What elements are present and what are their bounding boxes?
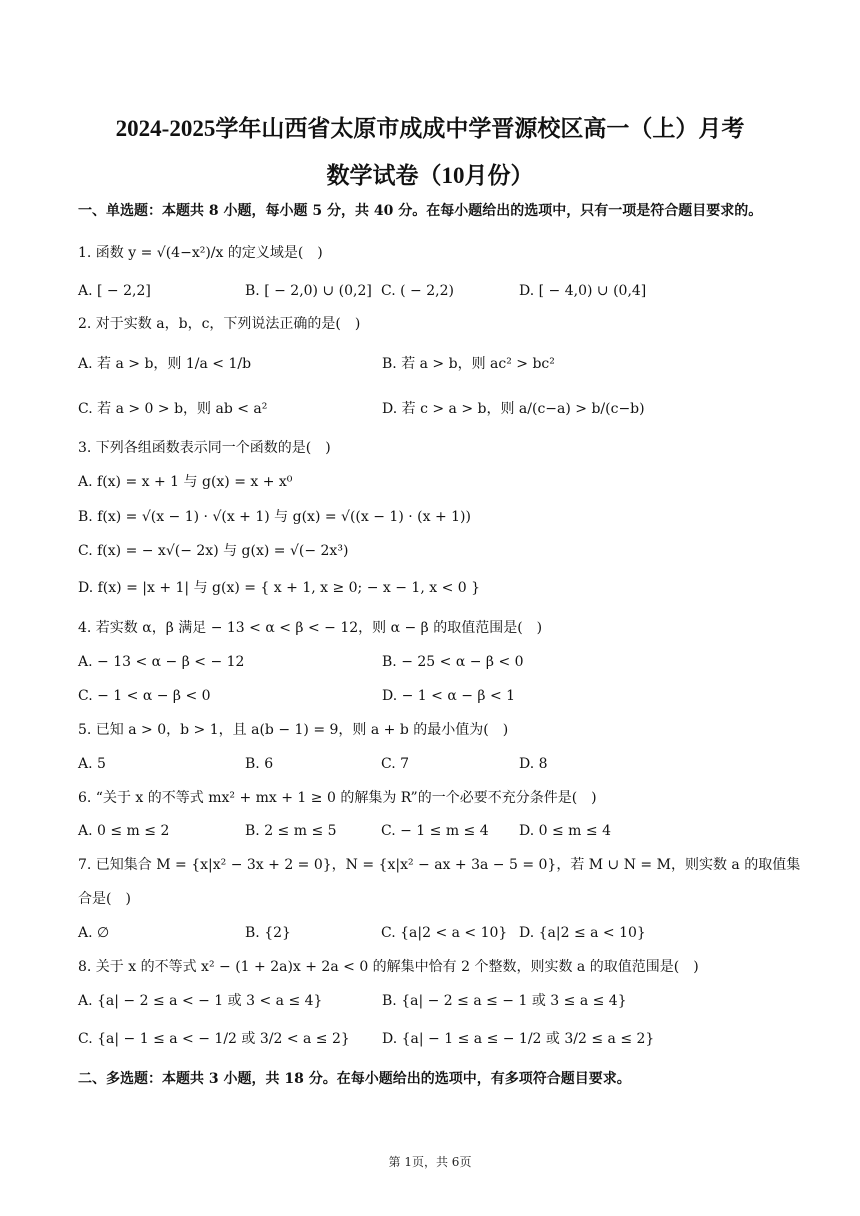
question-7-stem-continued: 合是( ) [78,891,131,907]
q6-option-c: C. − 1 ≤ m ≤ 4 [381,823,489,839]
q1-option-c: C. ( − 2,2) [381,283,454,299]
question-7-stem: 7. 已知集合 M = {x|x² − 3x + 2 = 0}，N = {x|x² − ax + 3a − 5 = 0}，若 M ∪ N = M，则实数 a 的取值集 [78,857,801,873]
question-4-stem: 4. 若实数 α，β 满足 − 13 < α < β < − 12，则 α − β 的取值范围是( ) [78,620,543,636]
q4-option-b: B. − 25 < α − β < 0 [382,654,524,670]
q7-option-a: A. ∅ [78,925,110,941]
q3-option-c: C. f(x) = − x√(− 2x) 与 g(x) = √(− 2x³) [78,543,349,559]
question-1-stem: 1. 函数 y = √(4−x²)/x 的定义域是( ) [78,245,323,261]
q4-option-c: C. − 1 < α − β < 0 [78,688,211,704]
q6-option-a: A. 0 ≤ m ≤ 2 [78,823,170,839]
q5-option-b: B. 6 [245,756,274,772]
q3-option-a: A. f(x) = x + 1 与 g(x) = x + x⁰ [78,474,293,490]
q8-option-a: A. {a| − 2 ≤ a < − 1 或 3 < a ≤ 4} [78,993,323,1009]
question-3-stem: 3. 下列各组函数表示同一个函数的是( ) [78,440,331,456]
q3-option-b: B. f(x) = √(x − 1) · √(x + 1) 与 g(x) = √((x − 1) · (x + 1)) [78,509,471,525]
q1-option-d: D. [ − 4,0) ∪ (0,4] [519,283,647,299]
page-footer: 第 1页，共 6页 [388,1155,472,1169]
section-single-choice: 一、单选题：本题共 8 小题，每小题 5 分，共 40 分。在每小题给出的选项中，只有一项是符合题目要求的。 [78,203,763,219]
q1-option-b: B. [ − 2,0) ∪ (0,2] [245,283,372,299]
question-8-stem: 8. 关于 x 的不等式 x² − (1 + 2a)x + 2a < 0 的解集中恰有 2 个整数，则实数 a 的取值范围是( ) [78,959,699,975]
q5-option-d: D. 8 [519,756,548,772]
q2-option-c: C. 若 a > 0 > b，则 ab < a² [78,401,268,417]
q6-option-b: B. 2 ≤ m ≤ 5 [245,823,337,839]
q6-option-d: D. 0 ≤ m ≤ 4 [519,823,611,839]
q1-option-a: A. [ − 2,2] [78,283,151,299]
question-6-stem: 6. “关于 x 的不等式 mx² + mx + 1 ≥ 0 的解集为 R”的一个必要不充分条件是( ) [78,790,597,806]
q2-option-b: B. 若 a > b，则 ac² > bc² [382,356,555,372]
q4-option-a: A. − 13 < α − β < − 12 [78,654,245,670]
q2-option-d: D. 若 c > a > b，则 a/(c−a) > b/(c−b) [382,401,645,417]
q8-option-c: C. {a| − 1 ≤ a < − 1/2 或 3/2 < a ≤ 2} [78,1031,350,1047]
q5-option-c: C. 7 [381,756,410,772]
q2-option-a: A. 若 a > b，则 1/a < 1/b [78,356,252,372]
q8-option-d: D. {a| − 1 ≤ a ≤ − 1/2 或 3/2 ≤ a ≤ 2} [382,1031,655,1047]
exam-subtitle: 数学试卷（10月份） [326,163,534,188]
q3-option-d: D. f(x) = |x + 1| 与 g(x) = { x + 1, x ≥ 0; − x − 1, x < 0 } [78,580,481,596]
section-multiple-choice: 二、多选题：本题共 3 小题，共 18 分。在每小题给出的选项中，有多项符合题目要求。 [78,1071,631,1087]
exam-title: 2024-2025学年山西省太原市成成中学晋源校区高一（上）月考 [115,116,745,141]
q7-option-d: D. {a|2 ≤ a < 10} [519,925,646,941]
question-2-stem: 2. 对于实数 a，b，c，下列说法正确的是( ) [78,316,361,332]
q7-option-c: C. {a|2 < a < 10} [381,925,508,941]
question-5-stem: 5. 已知 a > 0，b > 1，且 a(b − 1) = 9，则 a + b 的最小值为( ) [78,722,509,738]
q4-option-d: D. − 1 < α − β < 1 [382,688,516,704]
q8-option-b: B. {a| − 2 ≤ a ≤ − 1 或 3 ≤ a ≤ 4} [382,993,627,1009]
q7-option-b: B. {2} [245,925,291,941]
q5-option-a: A. 5 [78,756,106,772]
